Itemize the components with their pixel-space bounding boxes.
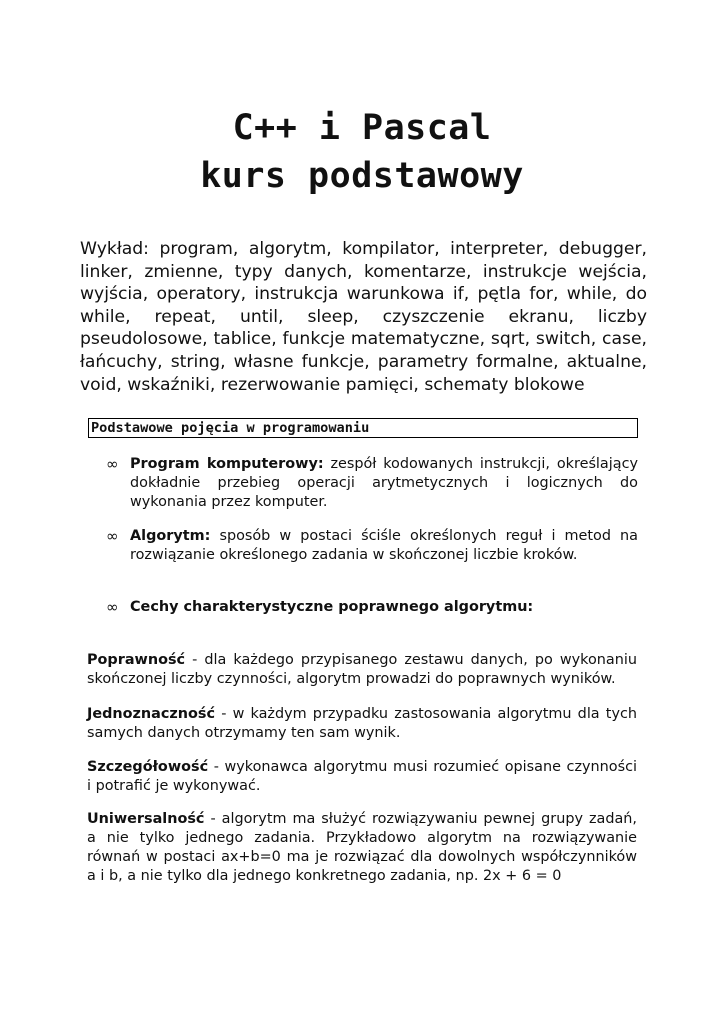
feature-description: - algorytm ma służyć rozwiązywaniu pewnej grupy zadań, a nie tylko jednego zadania. Przykładowo algorytm na rozwiązywanie równań w postaci ax+b=0 ma je rozwiązać dla dowolnych współczynników a i b, a nie tylko dla jednego konkretnego zadania, np. 2x + 6 = 0 [87, 811, 637, 884]
document-title [0, 104, 724, 200]
infinity-bullet-icon: ∞ [106, 598, 119, 616]
list-item-program [106, 455, 638, 512]
infinity-bullet-icon: ∞ [106, 527, 119, 545]
term: Cechy charakterystyczne poprawnego algorytmu: [130, 599, 534, 615]
feature-term: Poprawność [87, 652, 186, 668]
list-item-features [106, 598, 638, 617]
title-line-1: C++ i Pascal [232, 108, 492, 148]
feature-detail [87, 758, 637, 796]
feature-term: Szczegółowość [87, 759, 209, 775]
definition: sposób w postaci ściśle określonych reguł i metod na rozwiązanie określonego zadania w skończonej liczbie kroków. [130, 528, 638, 563]
section-heading: Podstawowe pojęcia w programowaniu [88, 418, 638, 438]
feature-term: Jednoznaczność [87, 706, 216, 722]
feature-description: - wykonawca algorytmu musi rozumieć opisane czynności i potrafić je wykonywać. [87, 759, 637, 794]
definition: zespół kodowanych instrukcji, określający dokładnie przebieg operacji arytmetycznych i logicznych do wykonania przez komputer. [130, 456, 638, 510]
feature-determinism [87, 705, 637, 743]
feature-term: Uniwersalność [87, 811, 205, 827]
term: Program komputerowy: [130, 456, 324, 472]
list-item-algorithm [106, 527, 638, 565]
term: Algorytm: [130, 528, 211, 544]
feature-description: - w każdym przypadku zastosowania algorytmu dla tych samych danych otrzymamy ten sam wynik. [87, 706, 637, 741]
feature-universality [87, 810, 637, 886]
feature-description: - dla każdego przypisanego zestawu danych, po wykonaniu skończonej liczby czynności, algorytm prowadzi do poprawnych wyników. [87, 652, 637, 687]
lecture-topics: Wykład: program, algorytm, kompilator, interpreter, debugger, linker, zmienne, typy danych, komentarze, instrukcje wejścia, wyjścia, operatory, instrukcja warunkowa if, pętla for, while, do while, repeat, until, sleep, czyszczenie ekranu, liczby pseudolosowe, tablice, funkcje matematyczne, sqrt, switch, case, łańcuchy, string, własne funkcje, parametry formalne, aktualne, void, wskaźniki, rezerwowanie pamięci, schematy blokowe [80, 239, 647, 395]
title-line-2: kurs podstawowy [200, 156, 524, 196]
infinity-bullet-icon: ∞ [106, 455, 119, 473]
feature-correctness [87, 651, 637, 689]
